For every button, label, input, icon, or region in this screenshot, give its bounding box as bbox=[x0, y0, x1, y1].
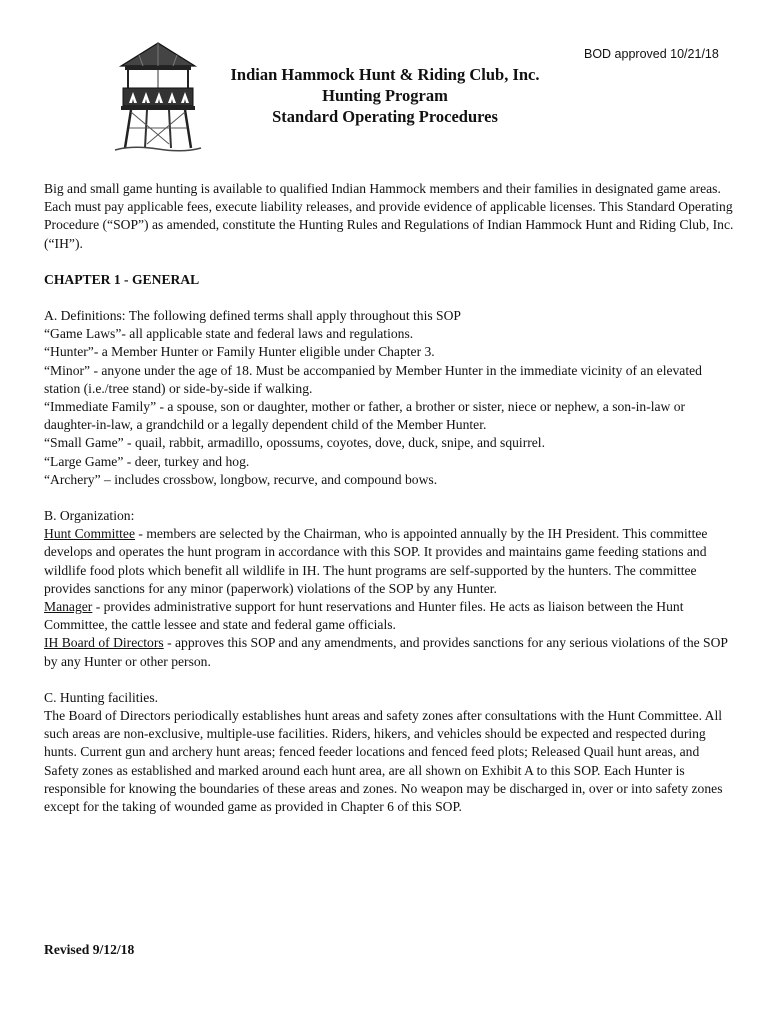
approval-note: BOD approved 10/21/18 bbox=[584, 47, 719, 61]
section-c-title: C. Hunting facilities. bbox=[44, 689, 159, 705]
section-c-paragraph: The Board of Directors periodically establishes hunt areas and safety zones after consultations with the Hunt Committee. All such areas are non-exclusive, multiple-use facilities. Riders, hikers, and vehicles should be expected and respected during hunts. Current gun and archery hunt areas; fenced feeder locations and fenced feed plots; Released Quail hunt areas, and Safety zones as established and marked around each hunt area, are all shown on Exhibit A to this SOP. Each Hunter is responsible for knowing the boundaries of these areas and zones. No weapon may be discharged in, over or into safety zones except for the taking of wounded game as provided in Chapter 6 of this SOP. bbox=[44, 708, 723, 815]
definition-item: “Large Game” - deer, turkey and hog. bbox=[44, 453, 250, 469]
manager-text: - provides administrative support for hunt reservations and Hunter files. He acts as liaison between the Hunt Committee, the cattle lessee and state and federal game officials. bbox=[44, 599, 684, 633]
board-paragraph bbox=[44, 634, 734, 670]
board-text: - approves this SOP and any amendments, and provides sanctions for any serious violations of the SOP by any Hunter or other person. bbox=[44, 635, 728, 669]
definition-item: “Minor” - anyone under the age of 18. Must be accompanied by Member Hunter in the immediate vicinity of an elevated station (i.e./tree stand) or side-by-side if walking. bbox=[44, 362, 702, 396]
manager-paragraph bbox=[44, 598, 734, 634]
definition-item: “Archery” – includes crossbow, longbow, recurve, and compound bows. bbox=[44, 471, 438, 487]
definition-item: “Small Game” - quail, rabbit, armadillo, opossums, coyotes, dove, duck, snipe, and squirrel. bbox=[44, 435, 545, 451]
hunt-committee-term: Hunt Committee bbox=[44, 526, 135, 542]
title-program: Hunting Program bbox=[322, 86, 448, 105]
revised-date: Revised 9/12/18 bbox=[44, 942, 135, 957]
manager-term: Manager bbox=[44, 599, 93, 615]
title-sop: Standard Operating Procedures bbox=[272, 107, 498, 126]
intro-paragraph: Big and small game hunting is available to qualified Indian Hammock members and their families in designated game areas. Each must pay applicable fees, execute liability releases, and provide evidence of applicable licenses. This Standard Operating Procedure (“SOP”) as amended, constitute the Hunting Rules and Regulations of Indian Hammock Hunt and Riding Club, Inc. (“IH”). bbox=[44, 181, 734, 251]
definition-item: “Game Laws”- all applicable state and federal laws and regulations. bbox=[44, 326, 414, 342]
section-a-title: A. Definitions: The following defined terms shall apply throughout this SOP bbox=[44, 308, 461, 324]
hunt-committee-text: - members are selected by the Chairman, who is appointed annually by the IH President. This committee develops and operates the hunt program in accordance with this SOP. It provides and maintains game feeding stations and wildlife food plots which benefit all wildlife in IH. The hunt programs are self-supported by the hunters. The committee provides sanctions for any minor (paperwork) violations of the SOP by any Hunter. bbox=[44, 526, 708, 596]
section-b-title: B. Organization: bbox=[44, 508, 135, 524]
title-organization: Indian Hammock Hunt & Riding Club, Inc. bbox=[230, 65, 540, 84]
definition-item: “Hunter”- a Member Hunter or Family Hunter eligible under Chapter 3. bbox=[44, 344, 435, 360]
board-term: IH Board of Directors bbox=[44, 635, 164, 651]
hunt-committee-paragraph bbox=[44, 525, 734, 598]
definition-item: “Immediate Family” - a spouse, son or daughter, mother or father, a brother or sister, niece or nephew, a son-in-law or daughter-in-law, a grandchild or a legally dependent child of the Member Hunter. bbox=[44, 399, 686, 433]
document-body bbox=[44, 180, 734, 816]
document-title-block bbox=[185, 64, 585, 127]
chapter-heading: CHAPTER 1 - GENERAL bbox=[44, 271, 200, 287]
